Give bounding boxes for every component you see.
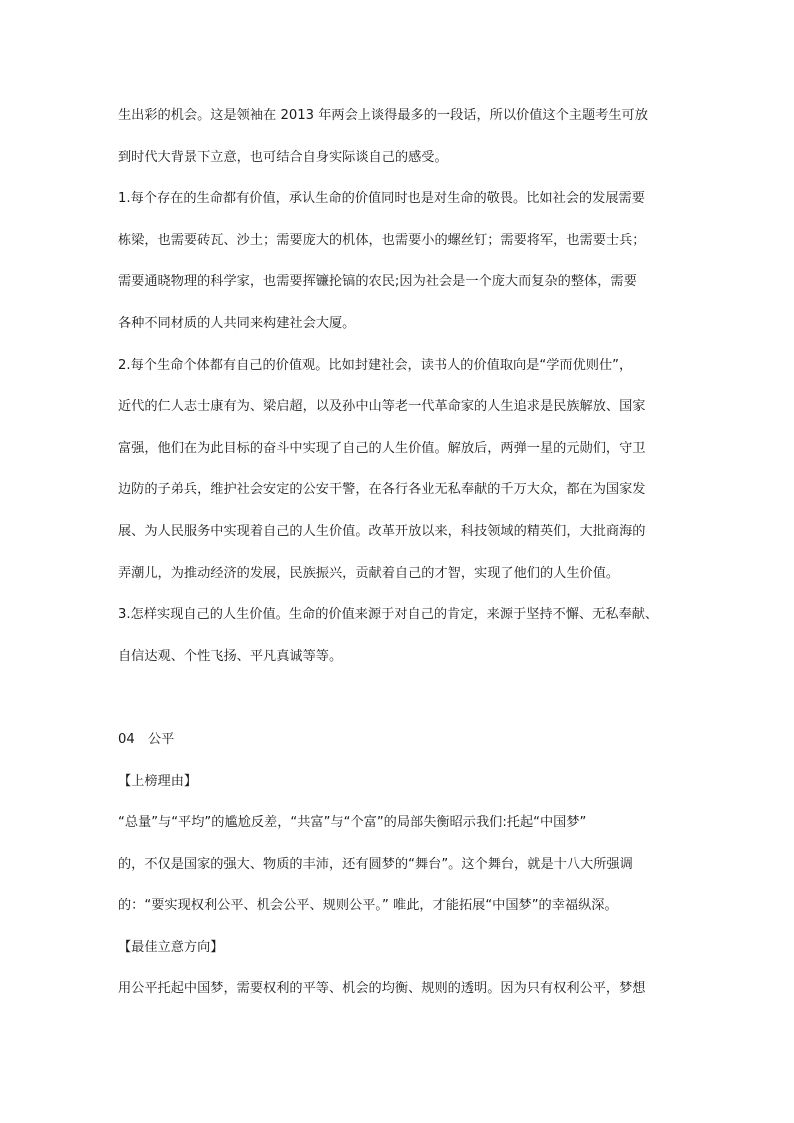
body-line: 展、为人民服务中实现着自己的人生价值。改革开放以来，科技领域的精英们，大批商海的 xyxy=(118,523,646,539)
body-line: 各种不同材质的人共同来构建社会大厦。 xyxy=(118,315,356,331)
body-line: 生出彩的机会。这是领袖在 2013 年两会上谈得最多的一段话，所以价值这个主题考生可放 xyxy=(118,108,648,123)
reason-line: 的：“要实现权利公平、机会公平、规则公平。” 唯此，才能拓展“中国梦”的幸福纵深。 xyxy=(118,898,618,914)
document-body xyxy=(118,101,680,1016)
point-3-line: 3.怎样实现自己的人生价值。生命的价值来源于对自己的肯定，来源于坚持不懈、无私奉献、 xyxy=(118,607,659,623)
body-line: 需要通晓物理的科学家，也需要挥镰抡镐的农民;因为社会是一个庞大而复杂的整体，需要 xyxy=(118,274,637,290)
point-2-line: 2.每个生命个体都有自己的价值观。比如封建社会，读书人的价值取向是“学而优则仕”， xyxy=(118,357,633,373)
body-line: 近代的仁人志士康有为、梁启超，以及孙中山等老一代革命家的人生追求是民族解放、国家 xyxy=(118,399,646,415)
spacer xyxy=(118,683,680,725)
direction-line: 用公平托起中国梦，需要权利的平等、机会的均衡、规则的透明。因为只有权利公平，梦想 xyxy=(118,981,646,997)
body-line: 到时代大背景下立意，也可结合自身实际谈自己的感受。 xyxy=(118,149,448,165)
body-line: 自信达观、个性飞扬、平凡真诚等等。 xyxy=(118,648,343,664)
direction-heading: 【最佳立意方向】 xyxy=(118,939,224,955)
reason-heading: 【上榜理由】 xyxy=(118,773,198,789)
body-line: 边防的子弟兵，维护社会安定的公安干警，在各行各业无私奉献的千万大众，都在为国家发 xyxy=(118,482,646,498)
point-1-line: 1.每个存在的生命都有价值，承认生命的价值同时也是对生命的敬畏。比如社会的发展需要 xyxy=(118,191,645,207)
body-line: 栋梁，也需要砖瓦、沙土；需要庞大的机体，也需要小的螺丝钉；需要将军，也需要士兵； xyxy=(118,232,646,248)
reason-line: “总量”与“平均”的尴尬反差，“共富”与“个富”的局部失衡昭示我们:托起“中国梦” xyxy=(118,815,587,831)
body-line: 富强，他们在为此目标的奋斗中实现了自己的人生价值。解放后，两弹一星的元勋们，守卫 xyxy=(118,440,646,456)
section-heading: 04 公平 xyxy=(118,731,175,747)
body-line: 弄潮儿，为推动经济的发展，民族振兴，贡献着自己的才智，实现了他们的人生价值。 xyxy=(118,565,620,581)
reason-line: 的，不仅是国家的强大、物质的丰沛，还有圆梦的“舞台”。这个舞台，就是十八大所强调 xyxy=(118,856,633,872)
